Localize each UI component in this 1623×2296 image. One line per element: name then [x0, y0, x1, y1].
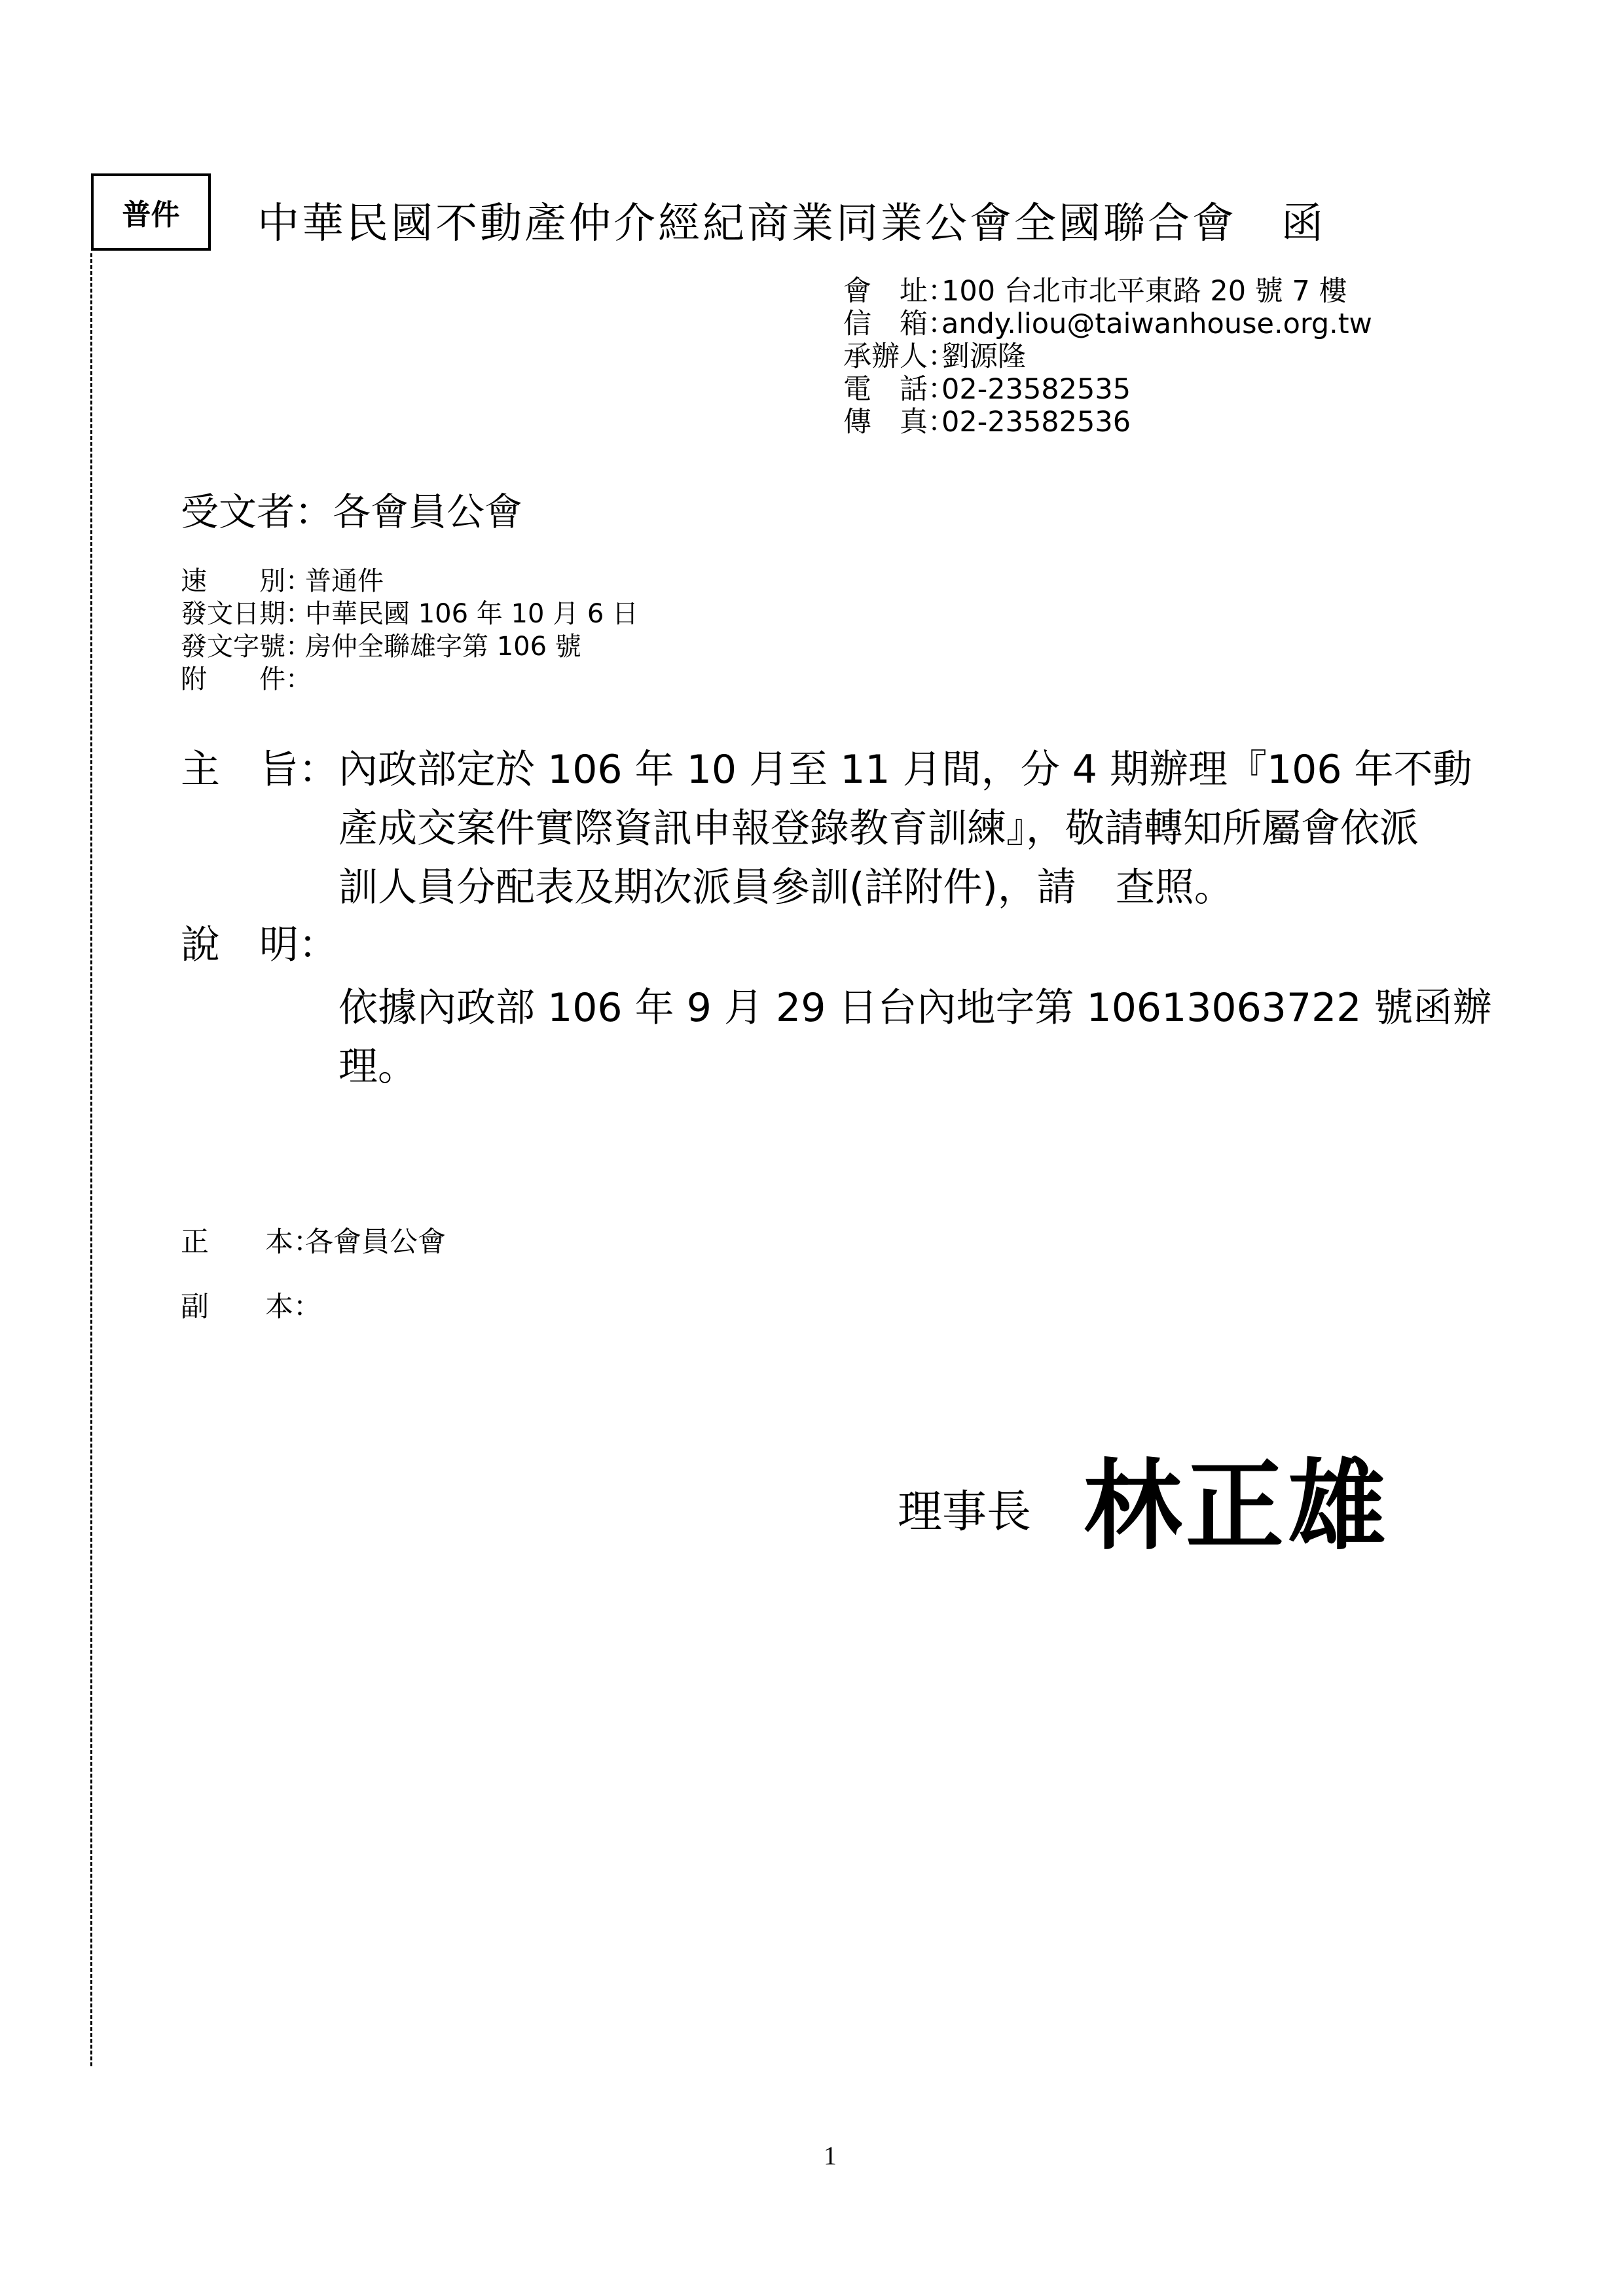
explanation-label: 說 明：	[181, 922, 338, 968]
contact-handler: 承辦人：劉源隆	[843, 340, 1026, 373]
original-copy: 正 本：各會員公會	[181, 1226, 446, 1259]
binding-line	[90, 253, 92, 2066]
recipient: 受文者：各會員公會	[181, 490, 523, 534]
carbon-copy: 副 本：	[181, 1291, 321, 1323]
chairman-signature: 林正雄	[1084, 1448, 1391, 1564]
explanation-line: 依據內政部 106 年 9 月 29 日台內地字第 10613063722 號函辦	[338, 985, 1492, 1031]
document-type-badge: 普件	[91, 173, 211, 251]
meta-attachment: 附 件：	[181, 664, 312, 694]
contact-phone: 電 話：02-23582535	[843, 373, 1131, 406]
meta-date: 發文日期：中華民國 106 年 10 月 6 日	[181, 599, 638, 629]
meta-ref-number: 發文字號：房仲全聯雄字第 106 號	[181, 632, 581, 662]
contact-address: 會 址：100 台北市北平東路 20 號 7 樓	[843, 275, 1347, 308]
subject-line: 訓人員分配表及期次派員參訓(詳附件)，請 查照。	[338, 865, 1233, 910]
chairman-title: 理事長	[898, 1486, 1032, 1538]
explanation-line: 理。	[338, 1044, 417, 1090]
meta-speed: 速 別：普通件	[181, 566, 384, 596]
page-number: 1	[824, 2141, 837, 2170]
contact-fax: 傳 真：02-23582536	[843, 406, 1131, 439]
subject-label: 主 旨：	[181, 747, 338, 793]
subject-line: 產成交案件實際資訊申報登錄教育訓練』，敬請轉知所屬會依派	[338, 806, 1419, 852]
letterhead-title: 中華民國不動產仲介經紀商業同業公會全國聯合會 函	[257, 200, 1326, 248]
subject-line: 內政部定於 106 年 10 月至 11 月間，分 4 期辦理『106 年不動	[338, 747, 1472, 793]
contact-email: 信 箱：andy.liou@taiwanhouse.org.tw	[843, 308, 1372, 340]
